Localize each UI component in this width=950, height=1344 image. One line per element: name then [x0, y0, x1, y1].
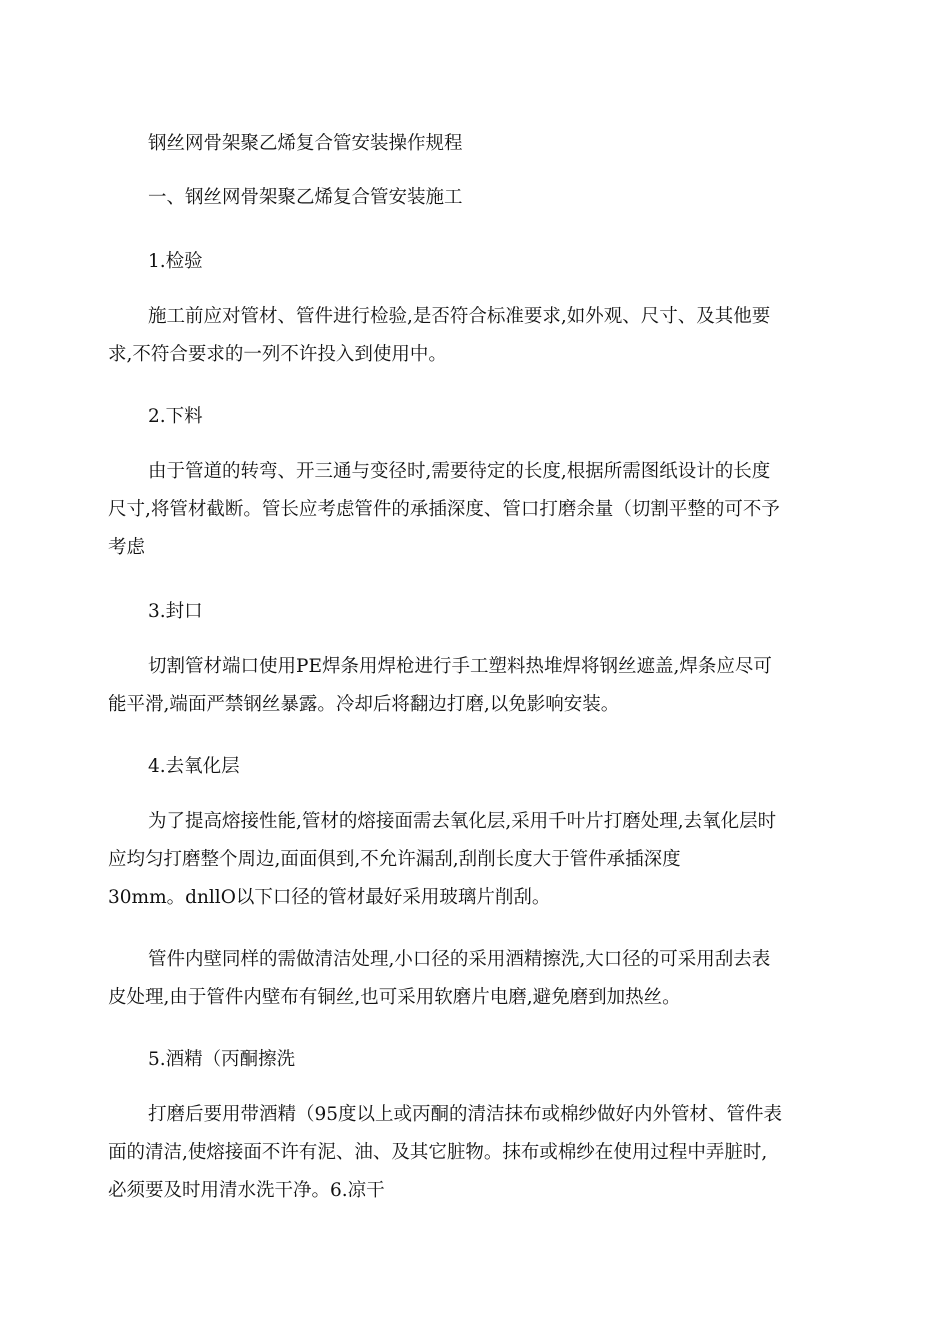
paragraph-line: 由于管道的转弯、开三通与变径时,需要待定的长度,根据所需图纸设计的长度 [148, 461, 771, 482]
section-heading: 一、钢丝网骨架聚乙烯复合管安装施工 [148, 187, 463, 208]
item-heading: 4.去氧化层 [148, 756, 240, 777]
paragraph-line: 能平滑,端面严禁钢丝暴露。冷却后将翻边打磨,以免影响安装。 [108, 694, 620, 715]
paragraph-line: 必须要及时用清水洗干净。6.凉干 [108, 1180, 385, 1201]
item-heading: 5.酒精（丙酮擦洗 [148, 1049, 296, 1070]
paragraph-line: 切割管材端口使用PE焊条用焊枪进行手工塑料热堆焊将钢丝遮盖,焊条应尽可 [148, 656, 772, 677]
paragraph-line: 尺寸,将管材截断。管长应考虑管件的承插深度、管口打磨余量（切割平整的可不予 [108, 499, 780, 520]
document-title: 钢丝网骨架聚乙烯复合管安装操作规程 [148, 133, 463, 154]
paragraph-line: 应均匀打磨整个周边,面面俱到,不允许漏刮,刮削长度大于管件承插深度 [108, 849, 681, 870]
paragraph-line: 面的清洁,使熔接面不许有泥、油、及其它脏物。抹布或棉纱在使用过程中弄脏时, [108, 1142, 768, 1163]
paragraph-line: 施工前应对管材、管件进行检验,是否符合标准要求,如外观、尺寸、及其他要 [148, 306, 771, 327]
paragraph-line: 管件内壁同样的需做清洁处理,小口径的采用酒精擦洗,大口径的可采用刮去表 [148, 949, 771, 970]
paragraph-line: 30mm。dnllO以下口径的管材最好采用玻璃片削刮。 [108, 887, 551, 908]
paragraph-line: 为了提高熔接性能,管材的熔接面需去氧化层,采用千叶片打磨处理,去氧化层时 [148, 811, 777, 832]
item-heading: 3.封口 [148, 601, 203, 622]
paragraph-line: 打磨后要用带酒精（95度以上或丙酮的清洁抹布或棉纱做好内外管材、管件表 [148, 1104, 783, 1125]
paragraph-line: 求,不符合要求的一列不许投入到使用中。 [108, 344, 447, 365]
item-heading: 1.检验 [148, 251, 203, 272]
paragraph-line: 皮处理,由于管件内壁布有铜丝,也可采用软磨片电磨,避免磨到加热丝。 [108, 987, 681, 1008]
paragraph-line: 考虑 [108, 537, 146, 558]
item-heading: 2.下料 [148, 406, 203, 427]
